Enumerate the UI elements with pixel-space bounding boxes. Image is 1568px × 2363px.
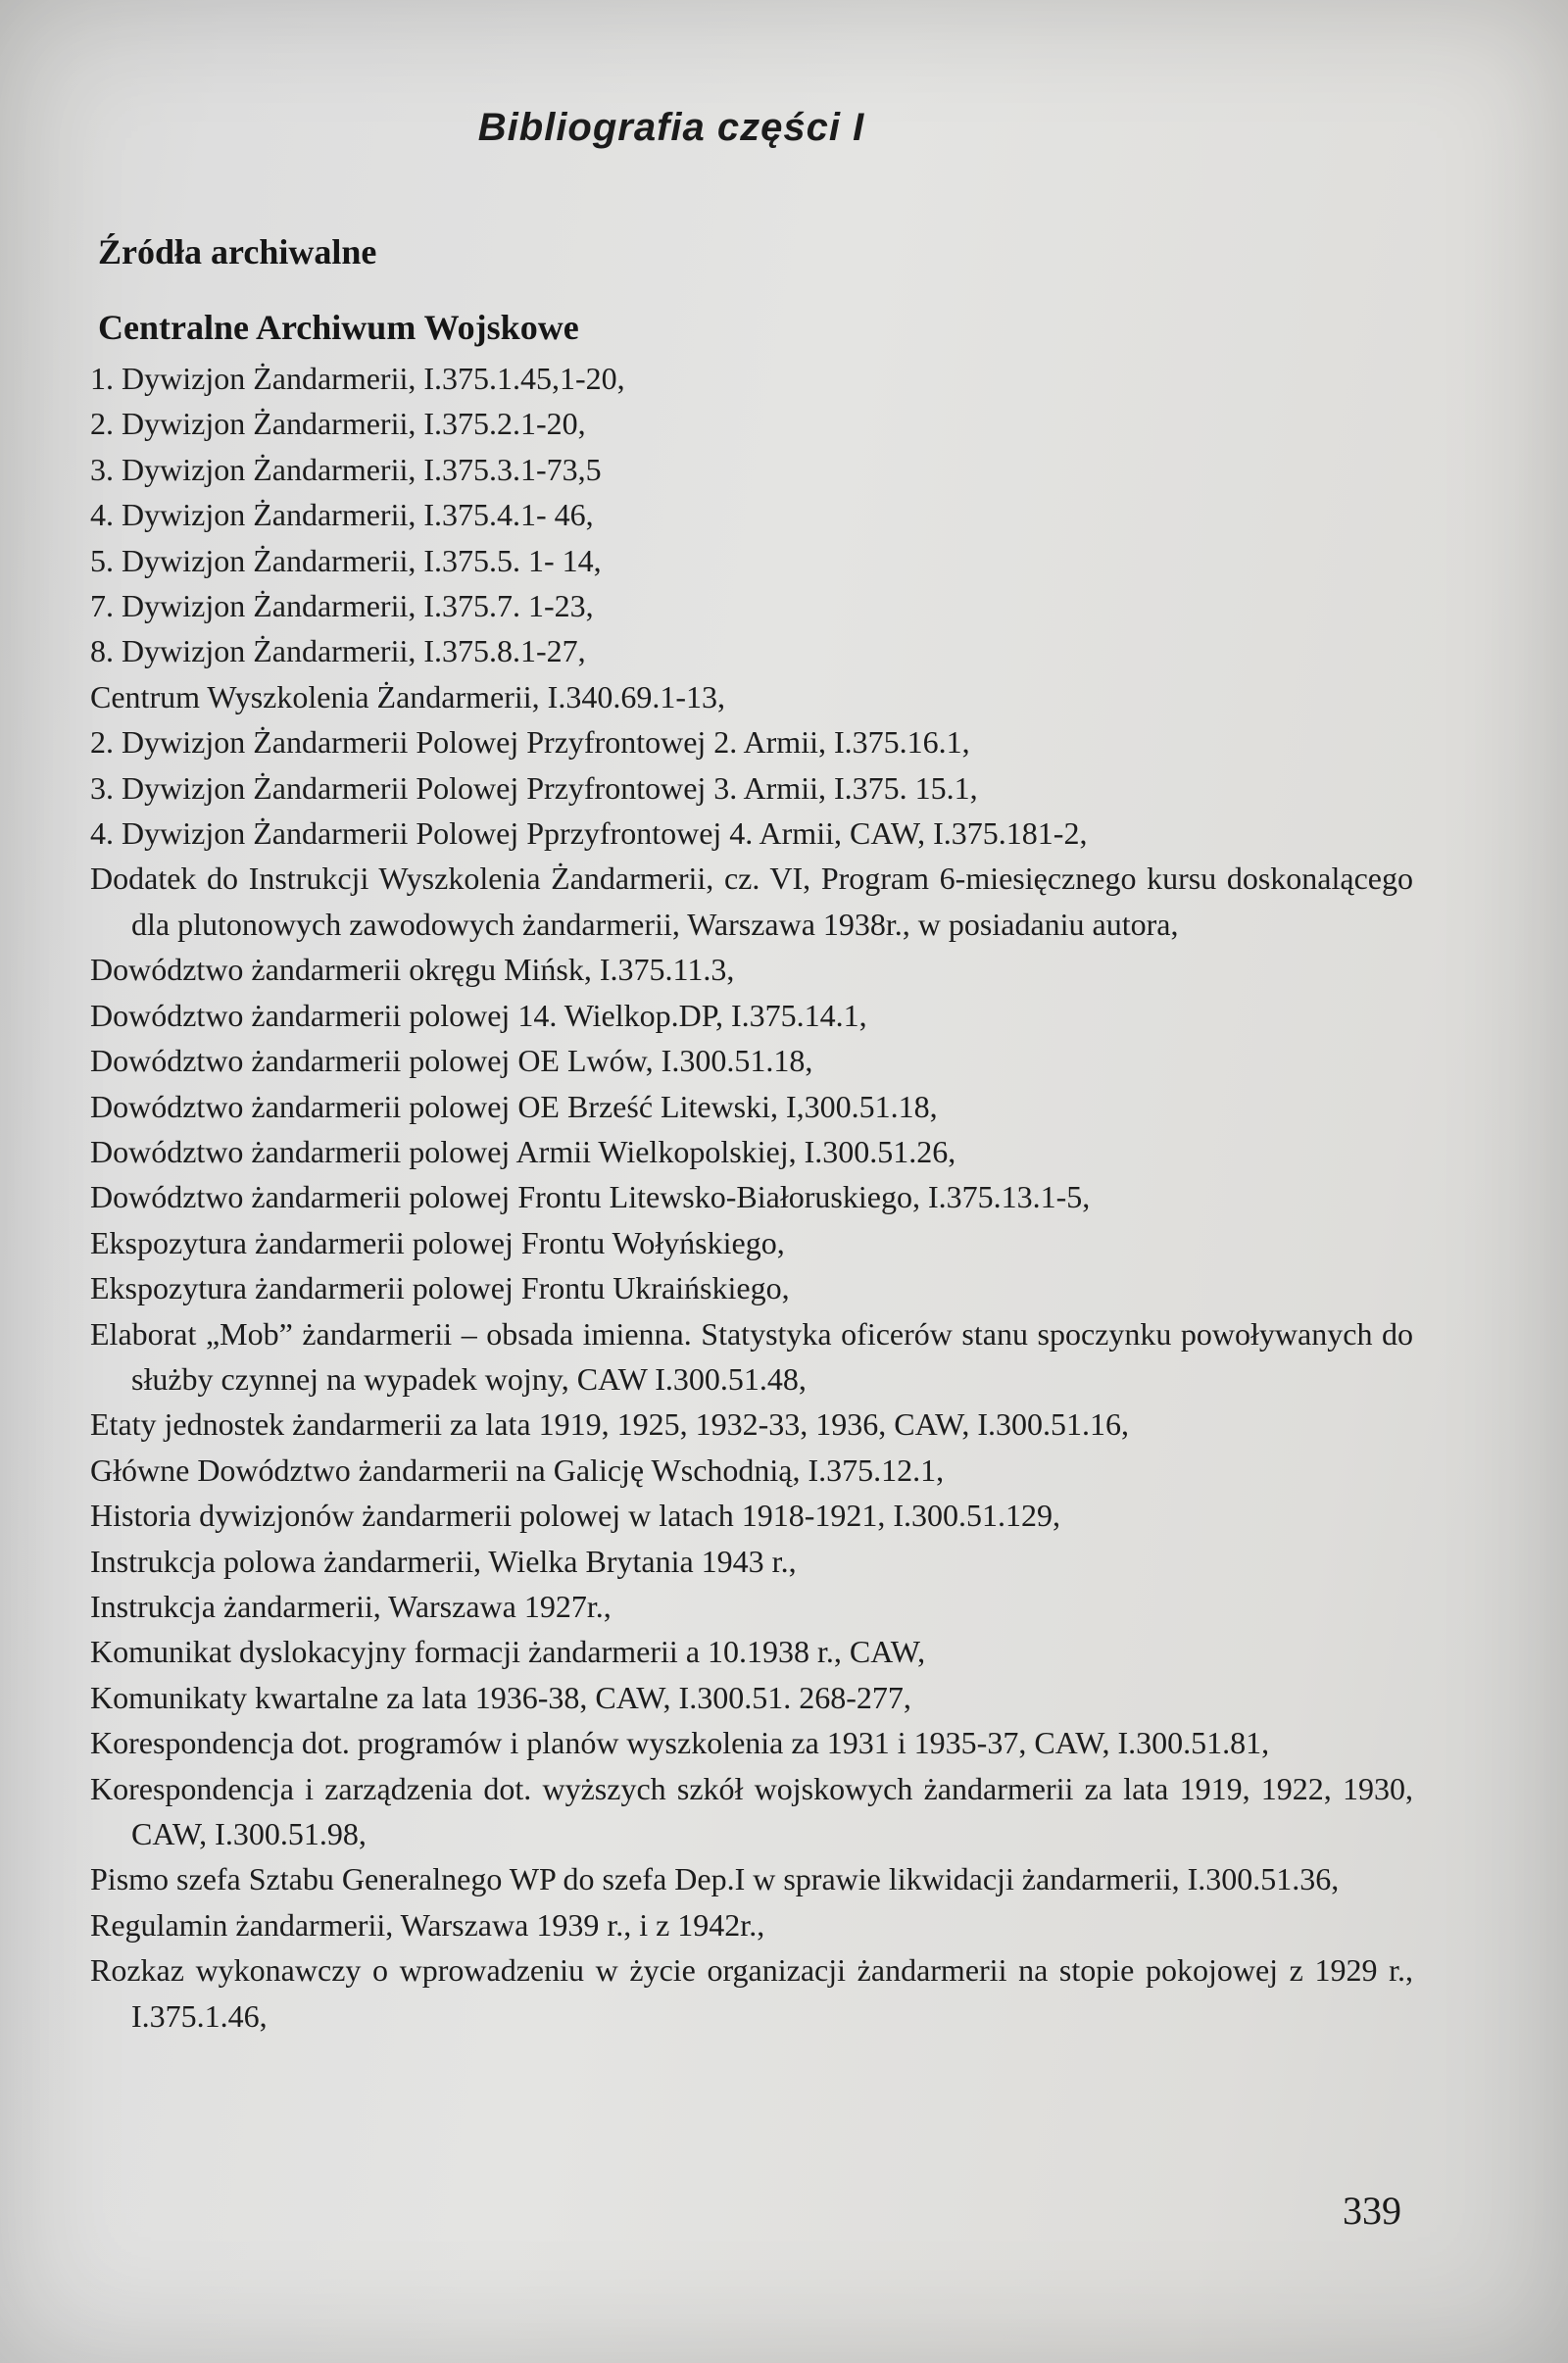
bibliography-entry: Dowództwo żandarmerii polowej Frontu Litewsko-Białoruskiego, I.375.13.1-5, xyxy=(90,1179,1091,1215)
bibliography-entry: Dodatek do Instrukcji Wyszkolenia Żandarmerii, cz. VI, Program 6-miesięcznego kursu doskonalącego dla plutonowych zawodowych żandarmerii, Warszawa 1938r., w posiadaniu autora, xyxy=(90,861,1413,942)
bibliography-entry: 4. Dywizjon Żandarmerii, I.375.4.1- 46, xyxy=(90,497,594,533)
bibliography-entry: Komunikat dyslokacyjny formacji żandarmerii a 10.1938 r., CAW, xyxy=(90,1634,926,1670)
bibliography-entry: Ekspozytura żandarmerii polowej Frontu Wołyńskiego, xyxy=(90,1224,785,1260)
bibliography-entry: Etaty jednostek żandarmerii za lata 1919, 1925, 1932-33, 1936, CAW, I.300.51.16, xyxy=(90,1406,1130,1443)
section-title: Źródła archiwalne xyxy=(98,232,377,271)
bibliography-entry: Główne Dowództwo żandarmerii na Galicję Wschodnią, I.375.12.1, xyxy=(90,1452,945,1488)
bibliography-entry: Centrum Wyszkolenia Żandarmerii, I.340.69.1-13, xyxy=(90,678,725,714)
bibliography-entry: Dowództwo żandarmerii polowej 14. Wielkop.DP, I.375.14.1, xyxy=(90,997,867,1033)
bibliography-entry: 1. Dywizjon Żandarmerii, I.375.1.45,1-20, xyxy=(90,361,625,396)
bibliography-entry: Dowództwo żandarmerii polowej OE Brześć Litewski, I,300.51.18, xyxy=(90,1088,938,1124)
bibliography-entry: Rozkaz wykonawczy o wprowadzeniu w życie organizacji żandarmerii na stopie pokojowej z 1929 r., I.375.1.46, xyxy=(90,1952,1413,2034)
bibliography-list xyxy=(90,356,1413,2039)
bibliography-entry: Dowództwo żandarmerii polowej Armii Wielkopolskiej, I.300.51.26, xyxy=(90,1133,956,1169)
bibliography-entry: Komunikaty kwartalne za lata 1936-38, CAW, I.300.51. 268-277, xyxy=(90,1679,911,1715)
bibliography-entry: 5. Dywizjon Żandarmerii, I.375.5. 1- 14, xyxy=(90,542,602,578)
bibliography-entry: 2. Dywizjon Żandarmerii Polowej Przyfrontowej 2. Armii, I.375.16.1, xyxy=(90,724,970,761)
bibliography-entry: Dowództwo żandarmerii polowej OE Lwów, I.300.51.18, xyxy=(90,1043,813,1079)
bibliography-entry: Korespondencja i zarządzenia dot. wyższych szkół wojskowych żandarmerii za lata 1919, 1922, 1930, CAW, I.300.51.98, xyxy=(90,1770,1413,1851)
bibliography-entry: Instrukcja polowa żandarmerii, Wielka Brytania 1943 r., xyxy=(90,1543,797,1579)
page-heading: Bibliografia części I xyxy=(477,106,865,149)
page-number: 339 xyxy=(1343,2189,1401,2233)
bibliography-entry: Instrukcja żandarmerii, Warszawa 1927r., xyxy=(90,1588,612,1624)
bibliography-entry: Regulamin żandarmerii, Warszawa 1939 r., i z 1942r., xyxy=(90,1906,765,1943)
bibliography-entry: Dowództwo żandarmerii okręgu Mińsk, I.375.11.3, xyxy=(90,952,735,988)
bibliography-entry: 3. Dywizjon Żandarmerii, I.375.3.1-73,5 xyxy=(90,451,602,487)
bibliography-entry: 4. Dywizjon Żandarmerii Polowej Pprzyfrontowej 4. Armii, CAW, I.375.181-2, xyxy=(90,815,1088,852)
bibliography-entry: Korespondencja dot. programów i planów wyszkolenia za 1931 i 1935-37, CAW, I.300.51.81, xyxy=(90,1725,1270,1761)
bibliography-entry: 8. Dywizjon Żandarmerii, I.375.8.1-27, xyxy=(90,633,586,669)
bibliography-entry: 7. Dywizjon Żandarmerii, I.375.7. 1-23, xyxy=(90,588,594,624)
bibliography-entry: 2. Dywizjon Żandarmerii, I.375.2.1-20, xyxy=(90,406,586,442)
bibliography-entry: Ekspozytura żandarmerii polowej Frontu Ukraińskiego, xyxy=(90,1270,790,1306)
bibliography-entry: 3. Dywizjon Żandarmerii Polowej Przyfrontowej 3. Armii, I.375. 15.1, xyxy=(90,769,978,806)
bibliography-entry: Pismo szefa Sztabu Generalnego WP do szefa Dep.I w sprawie likwidacji żandarmerii, I.300.51.36, xyxy=(90,1861,1340,1897)
bibliography-entry: Historia dywizjonów żandarmerii polowej w latach 1918-1921, I.300.51.129, xyxy=(90,1498,1060,1534)
archive-title: Centralne Archiwum Wojskowe xyxy=(98,308,579,347)
bibliography-entry: Elaborat „Mob” żandarmerii – obsada imienna. Statystyka oficerów stanu spoczynku powoływanych do służby czynnej na wypadek wojny, CAW I.300.51.48, xyxy=(90,1315,1413,1397)
